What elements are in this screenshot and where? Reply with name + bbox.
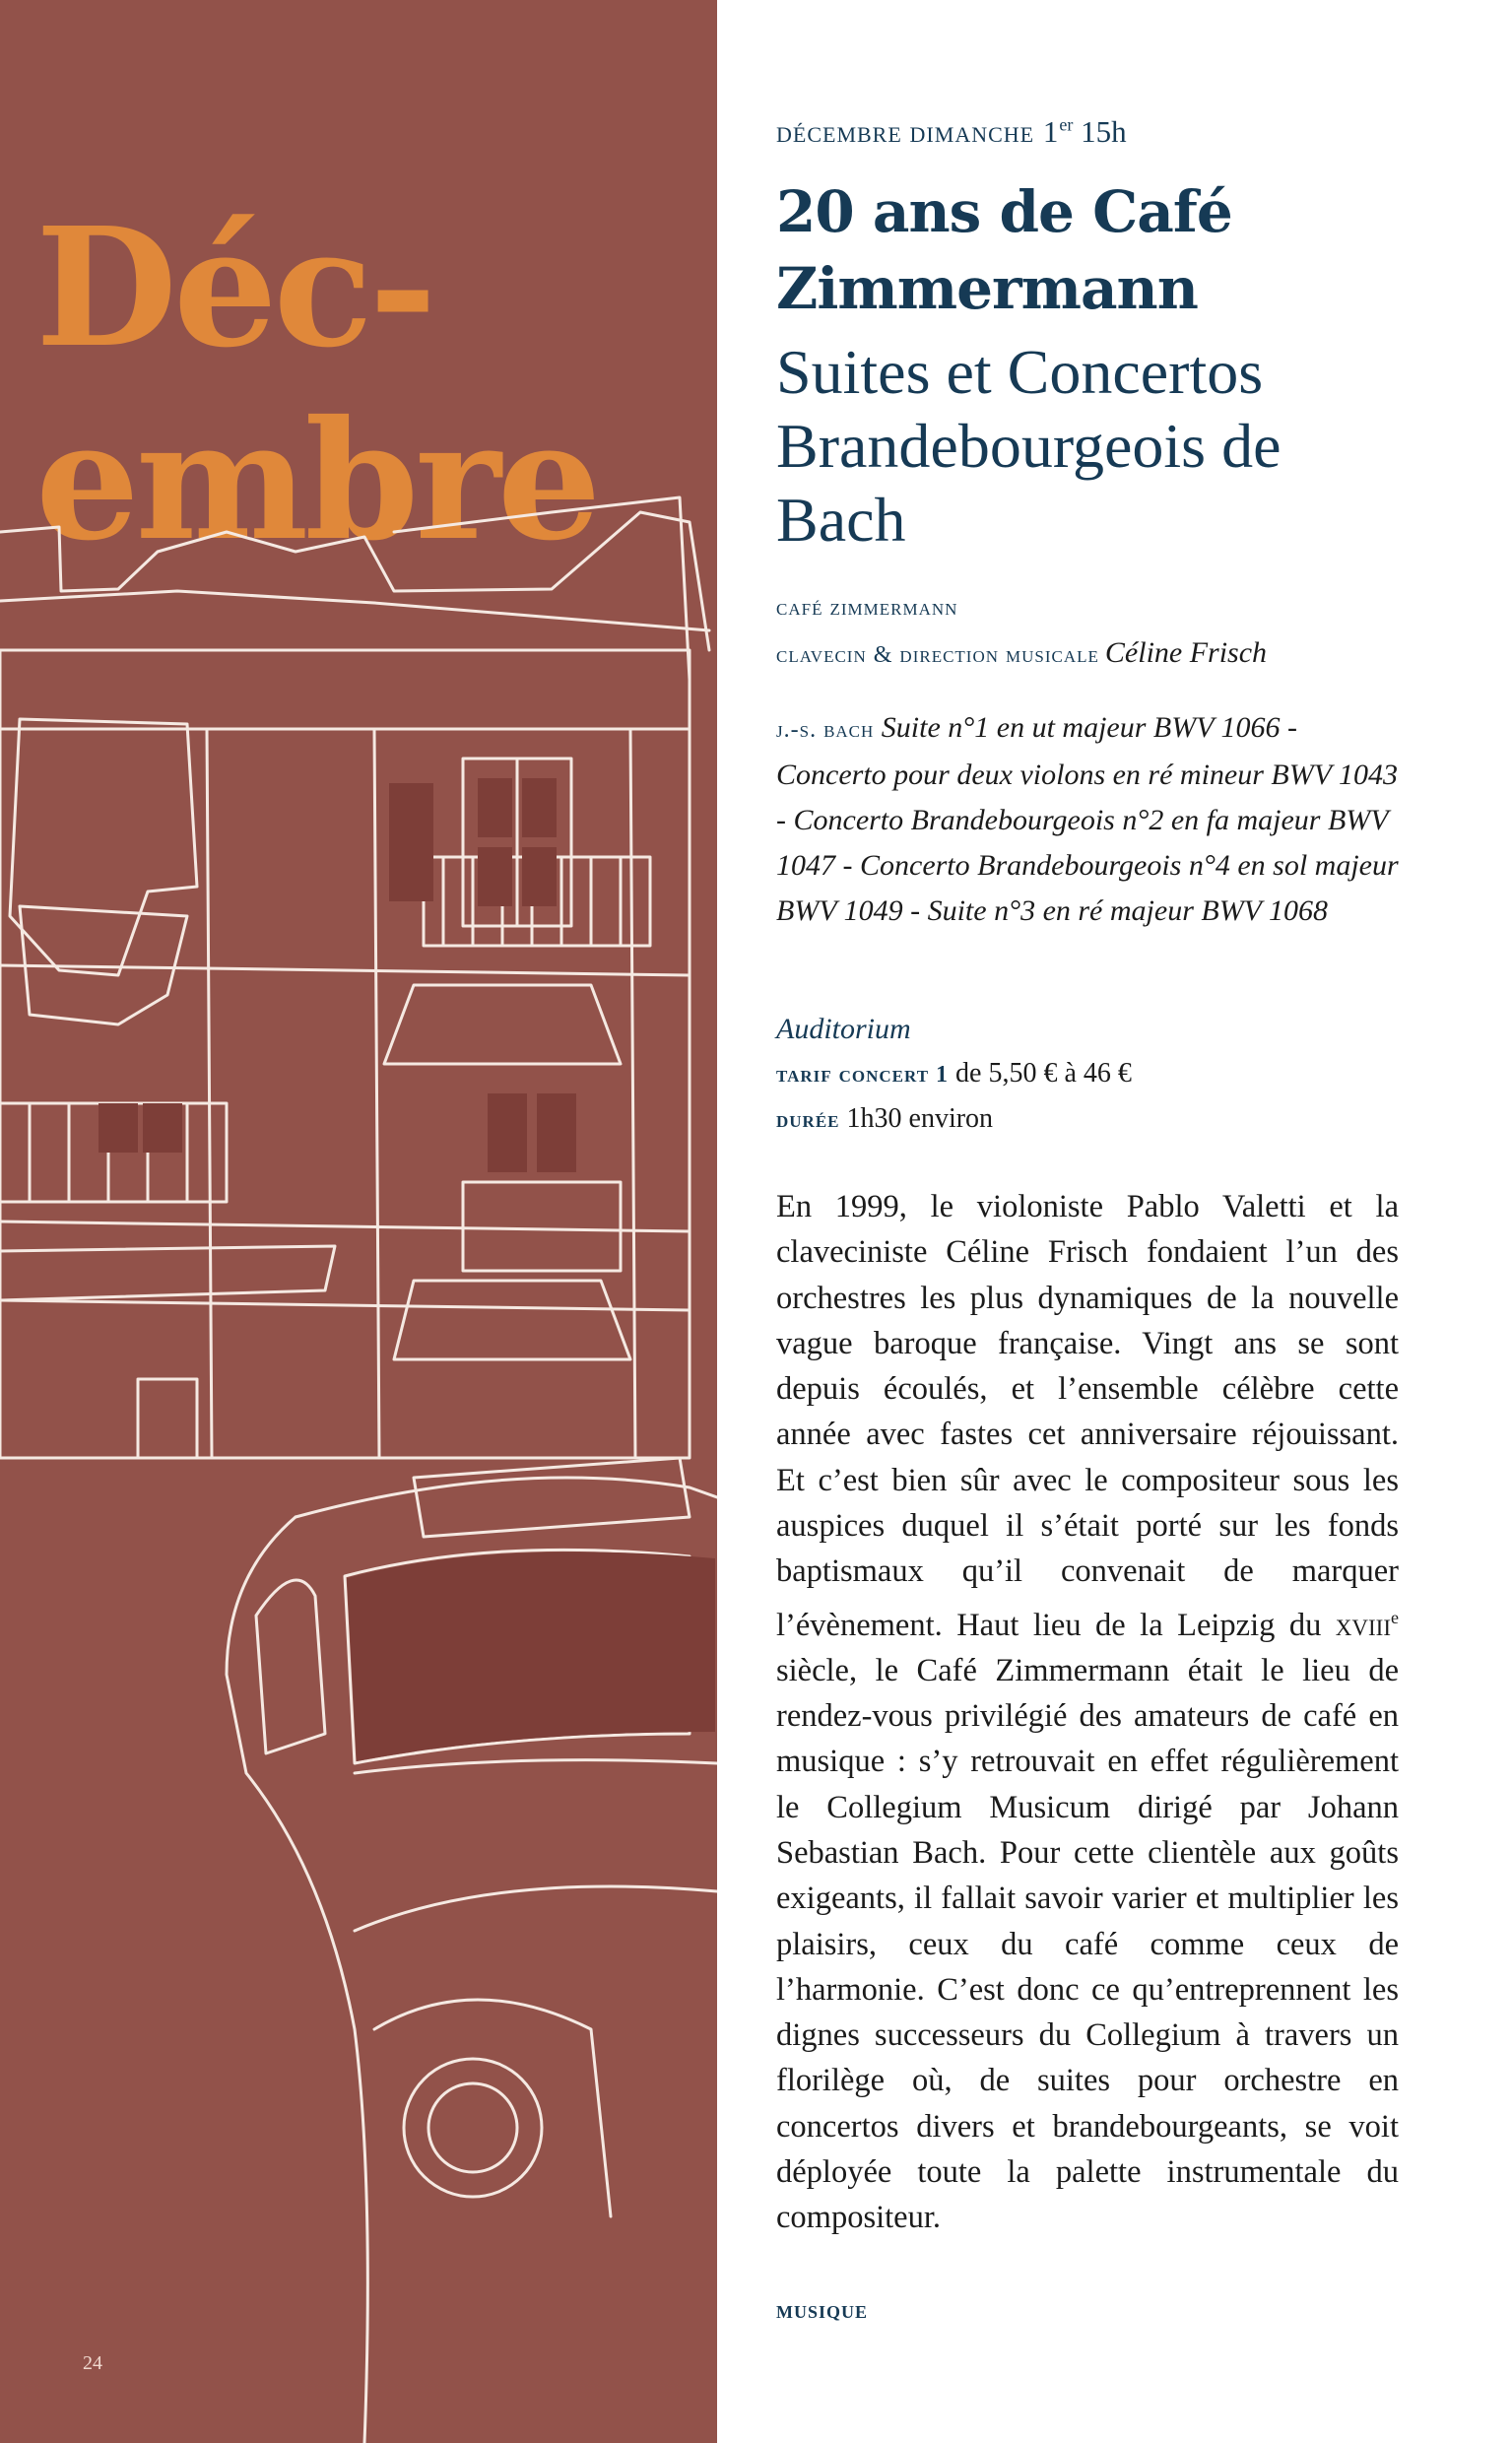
facade [0,650,690,1458]
awning-upper [384,985,621,1064]
direction-name: Céline Frisch [1104,636,1268,669]
window-pane-2 [478,778,512,837]
balcony-mid [463,1182,621,1271]
window-pane-1 [389,783,433,901]
pillar-1 [207,729,212,1458]
program [776,705,1409,934]
duree-label: durée [776,1107,840,1133]
car-roof [296,1478,717,1517]
description-part-1: En 1999, le violoniste Pablo Valetti et la claveciniste Céline Frisch fondaient l’un des orchestres les plus dynamiques de la nouvelle vague baroque française. Vingt ans se sont depuis écoulés, et l’ensemble célèbre cette année avec fastes cet anniversaire réjouissant. Et c’est bien sûr avec le compositeur sous les auspices duquel il s’était porté sur les fonds baptismaux qu’il convenait de marquer l’évènement. Haut lieu de la Leipzig du [776,1189,1399,1643]
car-side-window [256,1580,325,1753]
window-pane-5 [522,847,557,906]
roof-building-left [0,591,709,630]
description-part-2: siècle, le Café Zimmermann était le lieu de rendez-vous privilégié des amateurs de café en musique : s’y retrouvait en effet régulièrement le Collegium Musicum dirigé par Johann Sebastian Bach. Pour cette clientèle aux goûts exigeants, il fallait savoir varier et multiplier les plaisirs, ceux du café comme ceux de l’harmonie. C’est donc ce qu’entreprennent les dignes successeurs du Collegium à travers un florilège où, de suites pour orchestre en concertos divers et brandebourgeants, se voit déployée toute la palette instrumentale du compositeur. [776,1652,1399,2236]
event-title: 20 ans de Café Zimmermann [776,178,1232,322]
pillar-2 [374,729,379,1458]
window-pane-8 [99,1103,138,1153]
pillar-3 [630,729,635,1458]
program-works: Suite n°1 en ut majeur BWV 1066 - Concerto pour deux violons en ré mineur BWV 1043 - Concerto Brandebourgeois n°2 en fa majeur BWV 1047 - Concerto Brandebourgeois n°4 en sol majeur BWV 1049 - Suite n°3 en ré majeur BWV 1068 [776,711,1399,927]
event-subtitle: Suites et Concertos Brandebourgeois de Bach [776,337,1282,555]
description-text [776,1184,1399,2241]
month-heading-line-1: Déc- [35,192,433,384]
tarif-value: de 5,50 € à 46 € [955,1058,1132,1089]
window-pane-6 [488,1093,527,1172]
direction-label: clavecin & direction musicale [776,642,1099,668]
page-number: 24 [83,2352,102,2374]
awning-left [0,1246,335,1300]
window-pane-4 [478,847,512,906]
ensemble-name: café zimmermann [776,595,958,621]
duree-value: 1h30 environ [846,1103,994,1134]
illustration-panel [0,0,717,2443]
car-front-curve [355,1886,717,1931]
date-line [776,114,1127,150]
direction-line [776,636,1267,670]
month-heading-line-2: embre [35,385,598,577]
date-day-suffix: er [1059,114,1074,135]
tarif-label: tarif concert 1 [776,1062,950,1088]
description-century-suffix: e [1391,1607,1399,1627]
street-line-drawing [0,0,717,2443]
awning-lower [394,1281,630,1359]
car-luggage-rack [414,1458,690,1537]
description-century: xviii [1335,1607,1391,1643]
car-fender [374,2000,611,2216]
venue: Auditorium [776,1013,911,1045]
window-pane-7 [537,1093,576,1172]
category-label: musique [776,2295,869,2324]
car-hood [355,1760,717,1773]
floor-line-3 [0,1222,690,1231]
floor-line-4 [0,1300,690,1310]
date-time: 15h [1081,114,1127,149]
window-pane-9 [143,1103,182,1153]
laundry-sheet [10,719,197,975]
car-windshield-fill [347,1552,715,1761]
car-headlight [404,2059,542,2197]
date-day: dimanche 1 [909,114,1060,149]
window-pane-3 [522,778,557,837]
car-body [227,1517,367,2443]
car-headlight-inner [428,2083,517,2172]
program-composer: j.-s. bach [776,717,875,743]
duree-line [776,1103,993,1135]
roofline [0,512,709,650]
date-month: décembre [776,114,902,149]
shop-door [138,1379,197,1458]
tarif-line [776,1058,1132,1089]
